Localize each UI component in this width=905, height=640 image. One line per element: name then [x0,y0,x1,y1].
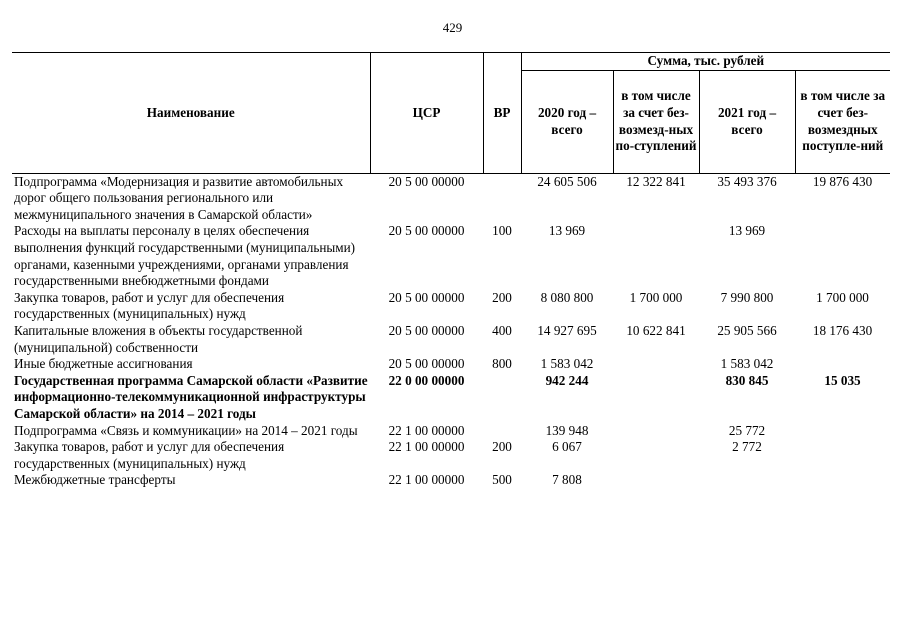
row-vr: 400 [492,322,512,338]
row-2021-total: 2 772 [732,439,762,455]
table-body [12,173,890,489]
table-row [12,439,890,472]
header-2021-free: в том числе за счет без-возмездных поступле-ний [795,70,890,173]
row-vr [483,173,521,223]
row-2021-total: 35 493 376 [717,173,777,189]
row-name: Межбюджетные трансферты [14,472,176,488]
row-csr: 22 0 00 00000 [388,372,465,388]
row-vr: 200 [492,439,512,455]
row-2020-free: 1 700 000 [629,289,683,305]
row-2020-total: 14 927 695 [537,322,597,338]
row-csr: 20 5 00 00000 [388,289,465,305]
header-sum-group: Сумма, тыс. рублей [521,53,890,71]
header-csr: ЦСР [370,53,483,174]
row-2020-total: 7 808 [552,472,582,488]
budget-table [12,52,890,489]
row-2020-total: 8 080 800 [540,289,594,305]
table-row [12,323,890,356]
row-2021-total: 7 990 800 [720,289,774,305]
row-vr: 200 [492,289,512,305]
row-2020-free [613,356,699,373]
row-csr: 22 1 00 00000 [388,422,465,438]
row-csr: 20 5 00 00000 [388,223,465,239]
header-2020-free: в том числе за счет без-возмезд-ных по-ступлений [613,70,699,173]
row-2020-total: 1 583 042 [540,356,594,372]
row-name: Подпрограмма «Связь и коммуникации» на 2014 – 2021 годы [14,422,358,438]
row-2020-free: 12 322 841 [626,173,686,189]
row-2020-free [613,423,699,440]
row-2021-total: 13 969 [728,223,766,239]
row-2021-free: 18 176 430 [812,322,873,338]
header-vr: ВР [483,53,521,174]
row-vr [483,373,521,423]
table-row [12,423,890,440]
row-vr: 500 [492,472,512,488]
row-2020-free [613,472,699,489]
row-2020-free [613,373,699,423]
row-2021-free [795,472,890,489]
row-2021-free [795,423,890,440]
row-csr: 22 1 00 00000 [388,472,465,488]
table-row [12,472,890,489]
row-csr: 20 5 00 00000 [388,173,465,189]
row-csr: 20 5 00 00000 [388,322,465,338]
row-2020-total: 13 969 [548,223,586,239]
table-row [12,373,890,423]
header-name: Наименование [12,53,370,174]
row-vr: 800 [492,356,512,372]
row-2020-total: 942 244 [545,372,589,388]
row-2021-free [795,223,890,289]
row-2021-free [795,356,890,373]
row-2021-free: 19 876 430 [812,173,873,189]
table-row [12,223,890,289]
row-name: Закупка товаров, работ и услуг для обеспечения государственных (муниципальных) нужд [14,289,285,322]
row-csr: 22 1 00 00000 [388,439,465,455]
row-csr: 20 5 00 00000 [388,356,465,372]
row-2020-free [613,439,699,472]
row-2020-total: 139 948 [545,422,589,438]
row-name: Иные бюджетные ассигнования [14,356,193,372]
header-2020-total: 2020 год – всего [521,70,613,173]
row-2021-total: 830 845 [725,372,769,388]
row-vr: 100 [492,223,512,239]
row-name: Капитальные вложения в объекты государственной (муниципальной) собственности [14,322,303,355]
table-row [12,290,890,323]
row-2021-total: 25 905 566 [717,322,777,338]
row-name: Подпрограмма «Модернизация и развитие автомобильных дорог общего пользования регионального или межмуниципального значения в Самарской области» [14,173,344,222]
row-2020-free [613,223,699,289]
row-2020-total: 24 605 506 [537,173,597,189]
row-2021-free [795,439,890,472]
row-vr [483,423,521,440]
row-2021-total [699,472,795,489]
row-2021-free: 15 035 [824,372,861,388]
row-name: Государственная программа Самарской области «Развитие информационно-телекоммуникационной инфраструктуры Самарской области» на 2014 – 2021 годы [14,372,368,421]
row-2021-total: 1 583 042 [720,356,774,372]
row-2020-total: 6 067 [552,439,582,455]
header-2021-total: 2021 год – всего [699,70,795,173]
row-2021-total: 25 772 [728,422,766,438]
row-name: Закупка товаров, работ и услуг для обеспечения государственных (муниципальных) нужд [14,439,285,471]
page-number: 429 [442,20,463,35]
table-row [12,356,890,373]
row-2021-free: 1 700 000 [816,289,869,305]
table-row [12,173,890,223]
table-header [12,53,890,174]
row-2020-free: 10 622 841 [626,322,686,338]
row-name: Расходы на выплаты персоналу в целях обеспечения выполнения функций государственными (муниципальными) органами, казенными учреждениями, органами управления государственными внебюджетными фондами [14,223,356,289]
